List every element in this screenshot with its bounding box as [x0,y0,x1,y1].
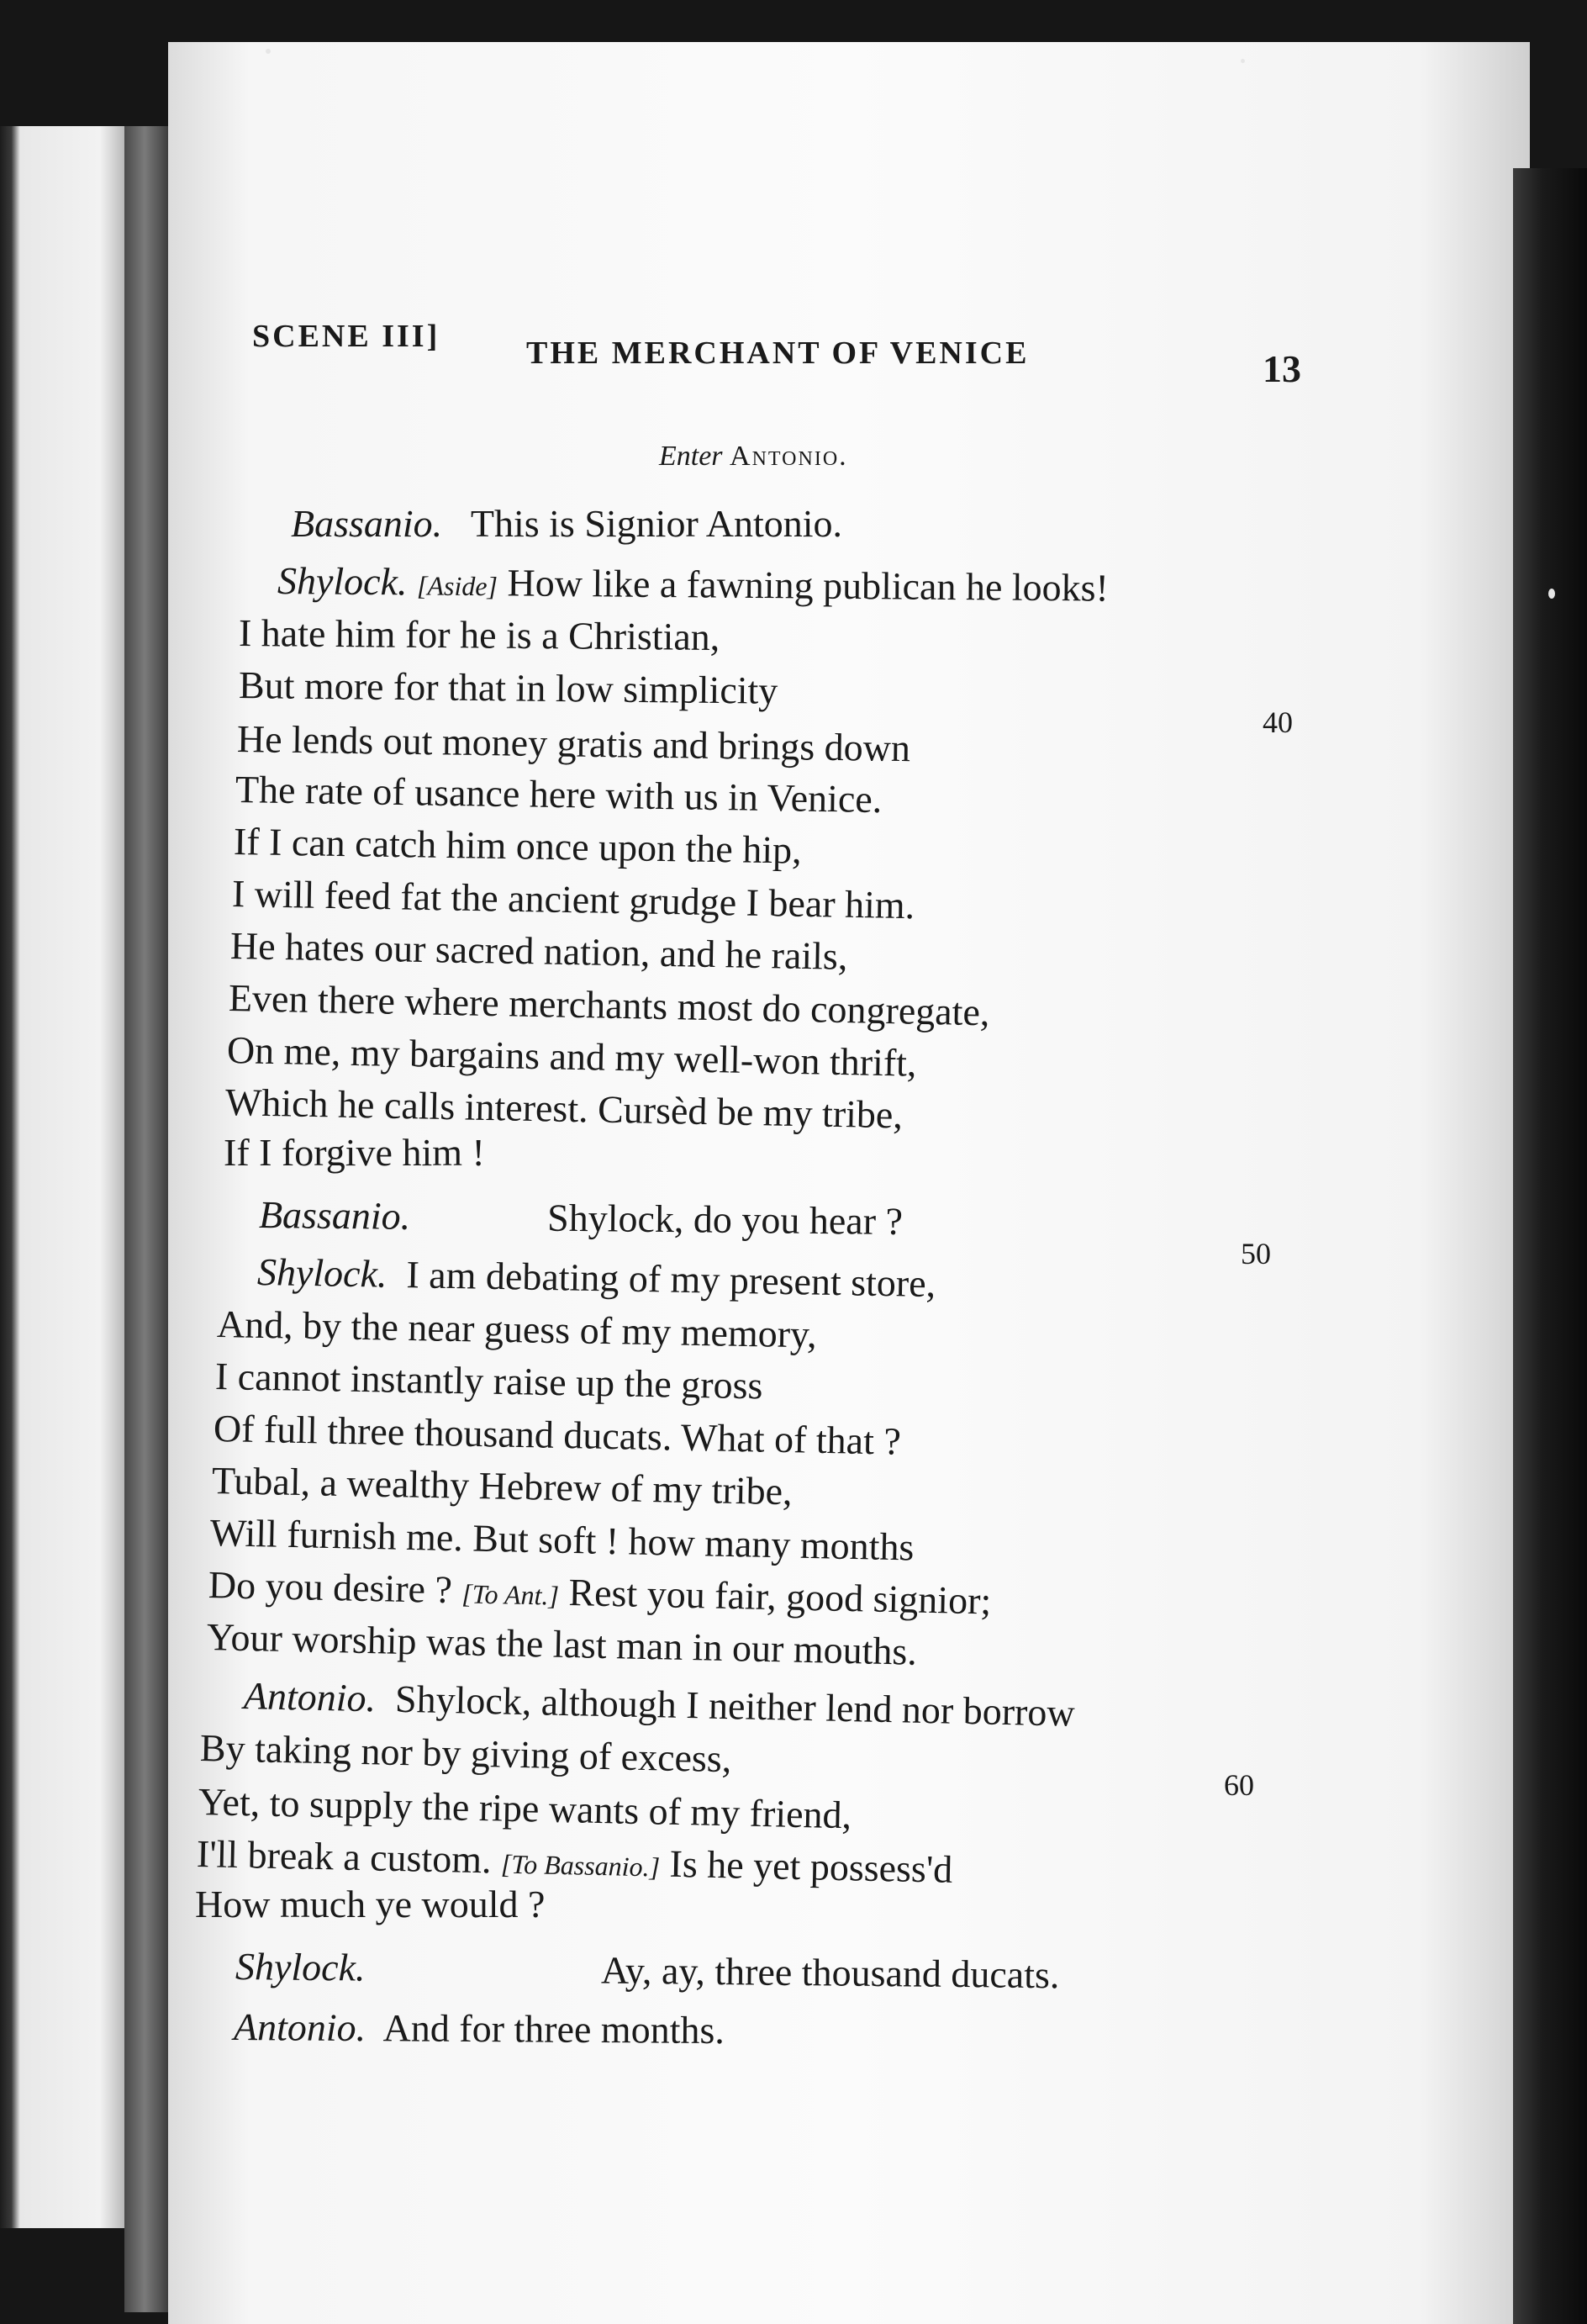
verse-line: Tubal, a wealthy Hebrew of my tribe, [211,1459,794,1513]
verse-line: I hate him for he is a Christian, [238,611,720,658]
verse-line: I will feed fat the ancient grudge I bear him. [231,872,915,927]
verse-line: But more for that in low simplicity [238,663,778,712]
verse-text: Shylock, do you hear ? [546,1196,904,1244]
speaker-name: Antonio. [233,2005,366,2050]
verse-text: And for three months. [382,2006,725,2052]
verse-text: How like a fawning publican he looks! [507,561,1110,610]
verse-text: This is Signior Antonio. [470,502,843,545]
stage-direction: [To Bassanio.] [500,1848,661,1883]
speaker-name: Bassanio. [291,502,443,545]
verse-text: I'll break a custom. [196,1832,493,1882]
verse-line: I cannot instantly raise up the gross [214,1355,763,1408]
speaker-name: Shylock. [256,1250,388,1296]
speaker-name: Antonio. [243,1674,377,1720]
verse-line [291,501,842,546]
verse-text: Rest you fair, good signior; [567,1570,992,1623]
verse-line: Will furnish me. But soft ! how many months [209,1511,915,1569]
line-number: 60 [1224,1768,1254,1802]
verse-text: Is he yet possess'd [669,1841,953,1891]
verse-line: On me, my bargains and my well-won thrift, [226,1028,917,1085]
speaker-name: Bassanio. [258,1193,411,1238]
verse-line: Your worship was the last man in our mouths. [206,1615,918,1673]
speaker-name: Shylock. [277,559,408,604]
stage-direction-entry [659,441,848,473]
verse-text: Do you desire ? [208,1563,453,1612]
line-number: 40 [1263,705,1293,739]
verse-text: Shylock, although I neither lend nor borrow [394,1677,1076,1735]
verse-line: If I can catch him once upon the hip, [233,820,803,872]
verse-line: He hates our sacred nation, and he rails, [229,924,848,978]
verse-line [259,1192,904,1244]
stage-direction: [To Ant.] [461,1578,560,1611]
verse-line [277,558,1109,610]
book-gutter [124,126,175,2312]
verse-line [234,2004,725,2052]
dust-speck [266,49,271,54]
stage-direction-name: Antonio. [730,441,848,472]
verse-line: The rate of usance here with us in Venice. [235,768,883,821]
dust-speck [1548,589,1555,599]
page-number: 13 [1263,347,1301,390]
stage-direction-word: Enter [659,441,723,472]
verse-line: And, by the near guess of my memory, [216,1302,818,1356]
speaker-name: Shylock. [235,1945,366,1989]
verse-text: I am debating of my present store, [406,1253,936,1306]
page-edge-shadow [1513,168,1587,2324]
verse-line: Of full three thousand ducats. What of that ? [213,1407,902,1463]
verse-line: Which he calls interest. Cursèd be my tribe, [224,1080,904,1137]
stage-direction: [Aside] [416,570,498,602]
verse-line [235,1944,1060,1997]
verse-text: Ay, ay, three thousand ducats. [600,1948,1060,1997]
line-number: 50 [1241,1237,1271,1270]
facing-page-edge [0,126,143,2228]
verse-line: Yet, to supply the ripe wants of my friend, [198,1780,852,1837]
verse-line: He lends out money gratis and brings down [236,717,911,770]
running-head-title: THE MERCHANT OF VENICE [526,335,1030,371]
verse-line: If I forgive him ! [224,1131,485,1174]
verse-line: Even there where merchants most do congregate, [228,976,990,1034]
verse-line: How much ye would ? [195,1883,546,1925]
dust-speck [1241,59,1245,63]
verse-line: By taking nor by giving of excess, [199,1726,732,1781]
running-head-scene: SCENE III] [252,319,440,354]
